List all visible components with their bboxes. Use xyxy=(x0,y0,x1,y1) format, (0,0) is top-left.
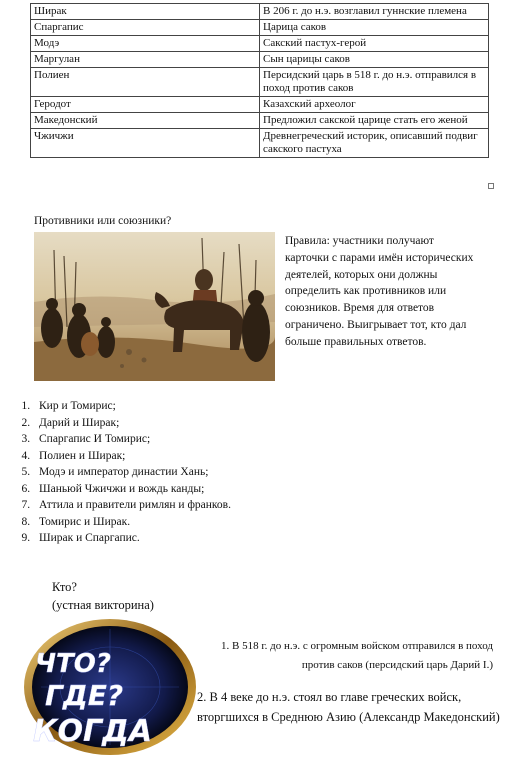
table-row xyxy=(31,68,489,97)
person-name-cell: Ширак xyxy=(31,4,260,20)
quiz-title-block xyxy=(52,578,154,614)
table-row xyxy=(31,52,489,68)
person-name-cell: Геродот xyxy=(31,97,260,113)
reference-table xyxy=(30,3,489,158)
pair-item: 6. Шаньюй Чжичжи и вождь канды; xyxy=(33,481,333,498)
person-description-cell: Казахский археолог xyxy=(260,97,489,113)
battle-illustration xyxy=(34,232,275,381)
pair-item: 3. Спаргапис И Томирис; xyxy=(33,431,333,448)
game-heading: Противники или союзники? xyxy=(34,215,172,227)
person-name-cell: Македонский xyxy=(31,113,260,129)
rules-text: Правила: участники получают карточки с парами имён исторических деятелей, которых они должны определить как противников или союзников. Время для ответов ограничено. Выигрывает тот, кто дал больше правильных ответов. xyxy=(285,235,474,348)
table-row xyxy=(31,20,489,36)
logo-line-3: КОГДА xyxy=(33,714,153,749)
person-description-cell: Царица саков xyxy=(260,20,489,36)
quiz-question-2: 2. В 4 веке до н.э. стоял во главе греческих войск, вторгшихся в Среднюю Азию (Александр Македонский) xyxy=(197,690,500,724)
person-description-cell: Предложил сакской царице стать его женой xyxy=(260,113,489,129)
logo-line-2: ГДЕ? xyxy=(45,679,124,712)
logo-line-1: ЧТО? xyxy=(35,649,111,679)
what-where-when-logo xyxy=(21,617,199,757)
person-description-cell: Сакский пастух-герой xyxy=(260,36,489,52)
table-resize-handle[interactable] xyxy=(488,183,494,189)
person-name-cell: Спаргапис xyxy=(31,20,260,36)
person-description-cell: В 206 г. до н.э. возглавил гуннские племена xyxy=(260,4,489,20)
table-row xyxy=(31,97,489,113)
quiz-title: Кто? xyxy=(52,580,77,594)
pair-item: 2. Дарий и Ширак; xyxy=(33,415,333,432)
pair-item: 8. Томирис и Ширак. xyxy=(33,514,333,531)
table-row xyxy=(31,113,489,129)
person-description-cell: Древнегреческий историк, описавший подвиг сакского пастуха xyxy=(260,129,489,158)
person-name-cell: Чжичжи xyxy=(31,129,260,158)
person-name-cell: Полиен xyxy=(31,68,260,97)
person-description-cell: Сын царицы саков xyxy=(260,52,489,68)
quiz-subtitle: (устная викторина) xyxy=(52,598,154,612)
pairs-list xyxy=(10,398,333,547)
person-description-cell: Персидский царь в 518 г. до н.э. отправился в поход против саков xyxy=(260,68,489,97)
pair-item: 9. Ширак и Спаргапис. xyxy=(33,530,333,547)
pair-item: 7. Аттила и правители римлян и франков. xyxy=(33,497,333,514)
person-name-cell: Модэ xyxy=(31,36,260,52)
pair-item: 4. Полиен и Ширак; xyxy=(33,448,333,465)
table-row xyxy=(31,4,489,20)
pair-item: 5. Модэ и император династии Хань; xyxy=(33,464,333,481)
table-row xyxy=(31,129,489,158)
pair-item: 1. Кир и Томирис; xyxy=(33,398,333,415)
person-name-cell: Маргулан xyxy=(31,52,260,68)
table-row xyxy=(31,36,489,52)
quiz-question-1: 1. В 518 г. до н.э. с огромным войском отправился в поход против саков (персидский царь Дарий I.) xyxy=(221,640,493,671)
